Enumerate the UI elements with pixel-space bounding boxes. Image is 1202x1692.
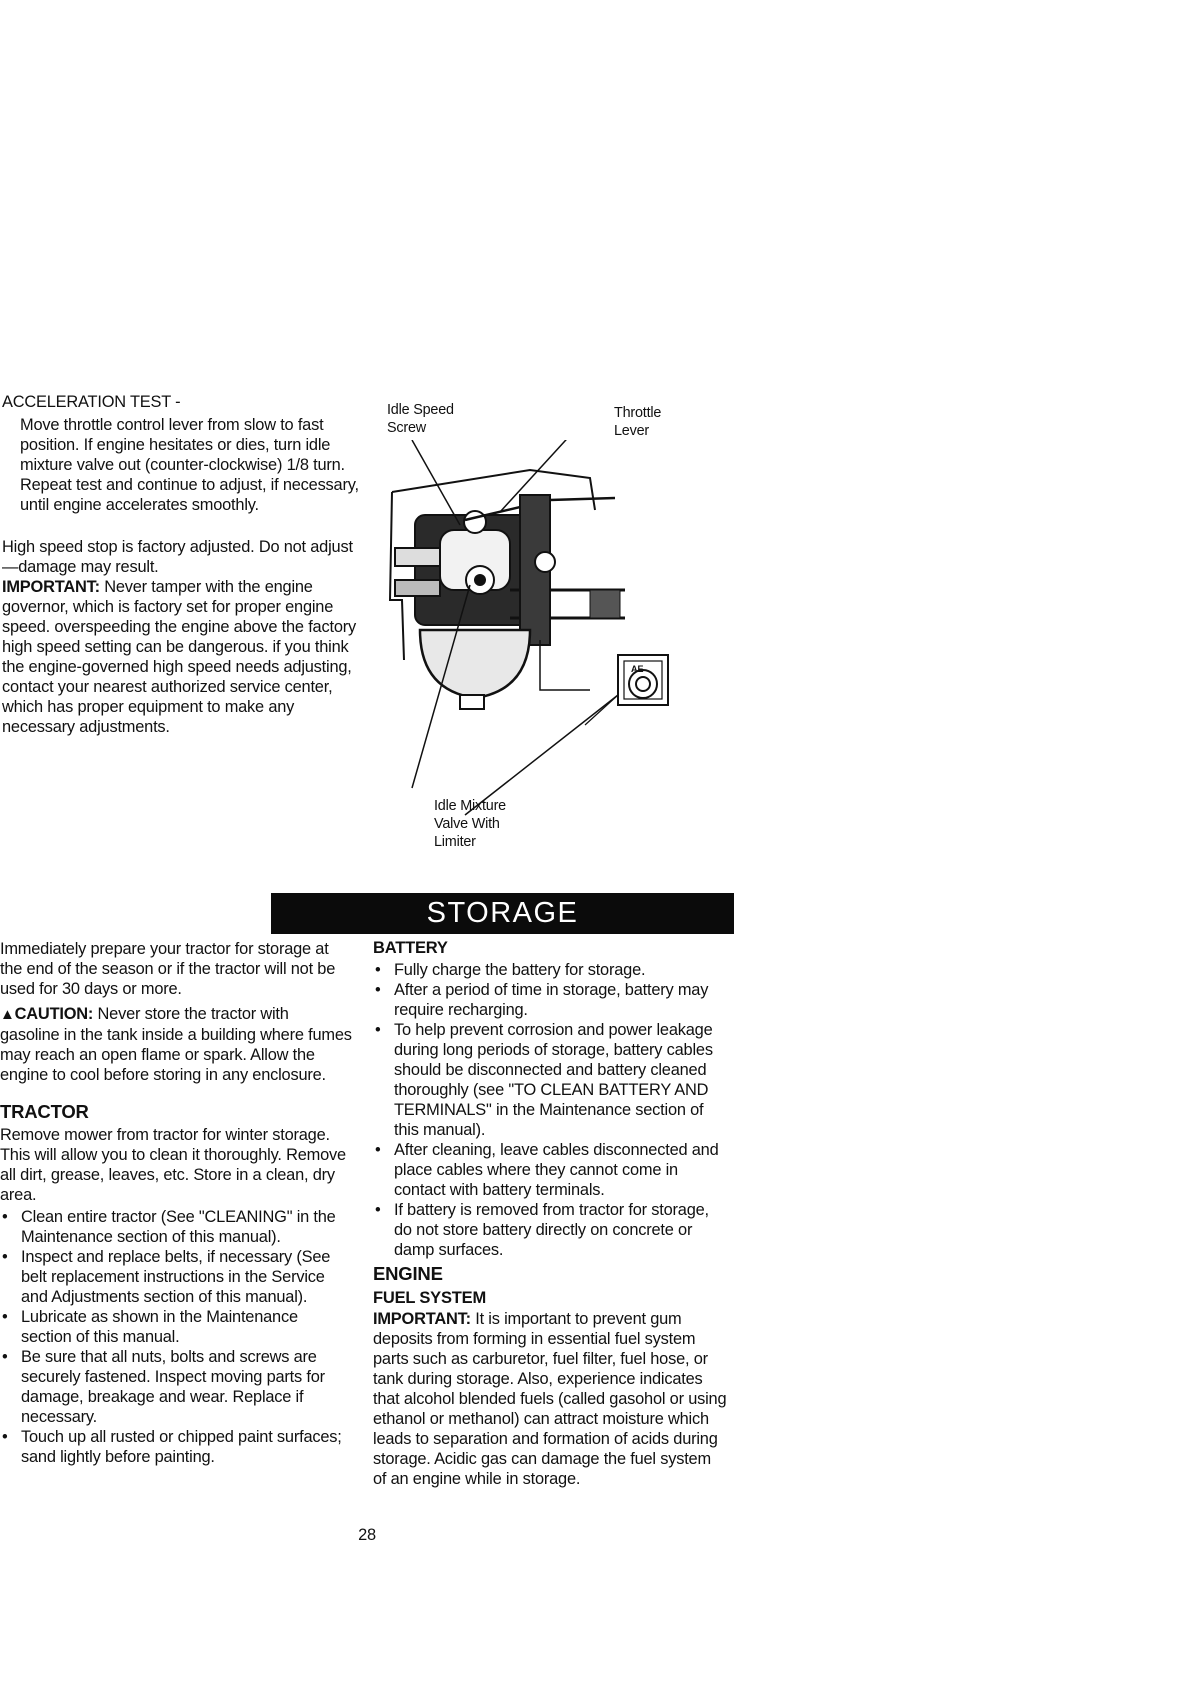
acceleration-test-heading: ACCELERATION TEST - [2,393,181,411]
list-item: • To help prevent corrosion and power leakage during long periods of storage, battery cables should be disconnected and battery cleaned thoroughly (see "TO CLEAN BATTERY AND TERMINALS" in the Maintenance section of this manual). [373,1020,728,1140]
tractor-bullet-list [0,1207,352,1467]
list-item: • Inspect and replace belts, if necessary (See belt replacement instructions in the Service and Adjustments section of this manual). [0,1247,352,1307]
important-text: Never tamper with the engine governor, which is factory set for proper engine speed. overspeeding the engine above the factory high speed setting can be dangerous. if you think the engine-governed high speed needs adjusting, contact your nearest authorized service center, which has proper equipment to make any necessary adjustments. [2,578,356,736]
carburetor-diagram [380,440,710,860]
battery-bullet-list [373,960,728,1260]
engine-heading: ENGINE [373,1263,443,1284]
fuel-system-important [373,1309,728,1489]
idle-speed-screw-head [464,511,486,533]
side-nut [535,552,555,572]
list-item: • Be sure that all nuts, bolts and screws are securely fastened. Inspect moving parts for damage, breakage and wear. Replace if necessary. [0,1347,352,1427]
callout-badge-text: AE [631,664,644,674]
list-item: • Fully charge the battery for storage. [373,960,728,980]
tractor-intro: Remove mower from tractor for winter storage. This will allow you to clean it thoroughly. Remove all dirt, grease, leaves, etc. Store in a clean, dry area. [0,1126,346,1204]
list-item: • Clean entire tractor (See "CLEANING" in the Maintenance section of this manual). [0,1207,352,1247]
page-number: 28 [358,1526,376,1544]
list-item: • Lubricate as shown in the Maintenance section of this manual. [0,1307,352,1347]
storage-intro: Immediately prepare your tractor for storage at the end of the season or if the tractor will not be used for 30 days or more. [0,940,336,998]
acceleration-important-note [2,577,364,737]
fuel-important-label: IMPORTANT: [373,1310,471,1328]
list-item: • After cleaning, leave cables disconnected and place cables where they cannot come in contact with battery terminals. [373,1140,728,1200]
fuel-bowl [420,630,530,698]
fuel-important-text: It is important to prevent gum deposits from forming in essential fuel system parts such as carburetor, fuel filter, fuel hose, or tank during storage. Also, experience indicates that alcohol blended fuels (called gasohol or using ethanol or methanol) can attract moisture which leads to separation and formation of acids during storage. Acidic gas can damage the fuel system of an engine while in storage. [373,1310,727,1488]
list-item: • Touch up all rusted or chipped paint surfaces; sand lightly before painting. [0,1427,352,1467]
label-idle-mixture-valve: Idle Mixture Valve With Limiter [434,798,506,850]
engine-left-edge [390,492,404,660]
caution-label: CAUTION: [14,1005,94,1023]
label-idle-speed-screw: Idle Speed Screw [387,402,454,436]
engine-housing-outline [392,470,595,510]
caution-text: Never store the tractor with gasoline in the tank inside a building where fumes may reach an open flame or spark. Allow the engine to cool before storing in any enclosure. [0,1005,352,1084]
high-speed-note: High speed stop is factory adjusted. Do not adjust—damage may result. [2,538,353,576]
caution-note [0,1004,352,1085]
acceleration-test-steps: Move throttle control lever from slow to fast position. If engine hesitates or dies, turn idle mixture valve out (counter-clockwise) 1/8 turn. Repeat test and continue to adjust, if necessary, until engine accelerates smoothly. [20,416,359,514]
battery-heading: BATTERY [373,939,448,957]
important-label: IMPORTANT: [2,578,100,596]
storage-title: STORAGE [426,897,579,929]
caution-warning-icon: ▲ [0,1006,15,1023]
list-item: • After a period of time in storage, battery may require recharging. [373,980,728,1020]
label-throttle-lever: Throttle Lever [614,405,662,439]
storage-banner [271,893,734,934]
fuel-system-heading: FUEL SYSTEM [373,1289,487,1307]
leader-to-detail [465,695,618,815]
tractor-heading: TRACTOR [0,1101,89,1122]
list-item: • If battery is removed from tractor for storage, do not store battery directly on concrete or damp surfaces. [373,1200,728,1260]
